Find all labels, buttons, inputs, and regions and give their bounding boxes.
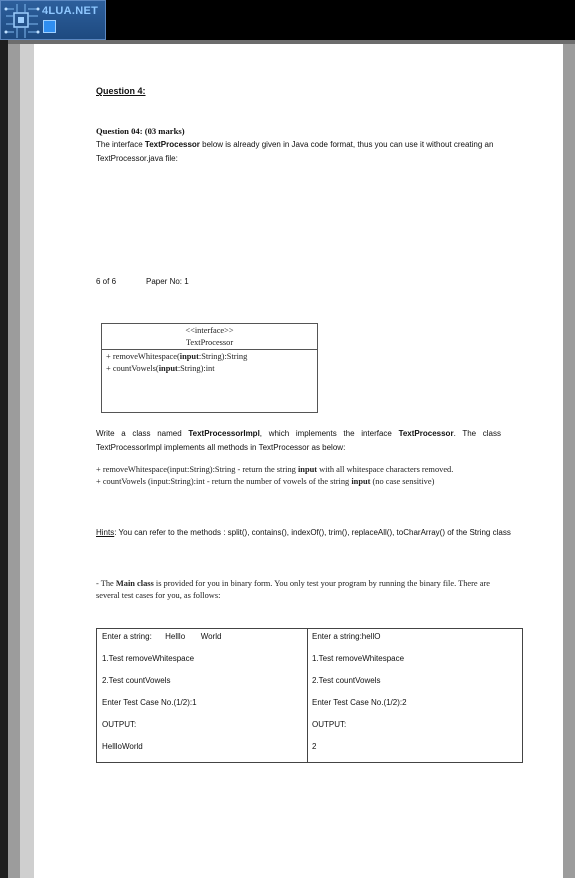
uml-stereotype: <<interface>> xyxy=(185,326,234,335)
tc-left-line: 1.Test removeWhitespace xyxy=(102,654,195,663)
hints-text: : You can refer to the methods : split(), contains(), indexOf(), trim(), replaceAll(), toCharArray() of the String class xyxy=(114,528,511,537)
uml-method-remove-whitespace xyxy=(106,351,317,363)
spec-m1-pre: + removeWhitespace(input:String):String - return the string xyxy=(96,465,298,474)
question-subheading: Question 04: (03 marks) xyxy=(96,126,185,136)
tc-left-line: OUTPUT: xyxy=(102,720,137,729)
uml-m2-pre: + countVowels( xyxy=(106,364,159,373)
uml-m2-kw: input xyxy=(158,364,178,373)
tc-left-line: Enter a string: Helllo World xyxy=(102,632,222,641)
tc-left-line: 2.Test countVowels xyxy=(102,676,171,685)
task-write-pre: Write a class named xyxy=(96,429,189,438)
question-heading: Question 4: xyxy=(96,86,146,96)
tc-left-line: HellloWorld xyxy=(102,742,143,751)
page-shadow xyxy=(20,44,34,878)
test-cases-table xyxy=(96,628,523,763)
site-logo[interactable] xyxy=(0,0,106,40)
tc-right-line: Enter a string:hellO xyxy=(312,632,381,641)
uml-header xyxy=(102,324,317,350)
spec-remove-whitespace xyxy=(96,464,516,476)
intro-paragraph xyxy=(96,138,496,166)
tc-right-line: OUTPUT: xyxy=(312,720,347,729)
tc-right-line: 2.Test countVowels xyxy=(312,676,381,685)
uml-name: TextProcessor xyxy=(185,337,234,347)
page-number: 6 of 6 xyxy=(96,277,117,286)
uml-methods xyxy=(102,350,317,375)
method-specs xyxy=(96,464,516,488)
uml-m1-kw: input xyxy=(179,352,199,361)
logo-text: 4LUA.NET xyxy=(42,5,99,17)
spec-m2-post: (no case sensitive) xyxy=(370,476,435,486)
task-description xyxy=(96,427,501,455)
tc-left-line: Enter Test Case No.(1/2):1 xyxy=(102,698,197,707)
uml-m2-post: :String):int xyxy=(177,364,215,373)
main-pre: - The xyxy=(96,579,116,588)
uml-m1-pre: + removeWhitespace( xyxy=(106,352,180,361)
spec-m1-post: with all whitespace characters removed. xyxy=(317,465,454,474)
task-class-name: TextProcessorImpl xyxy=(188,429,260,438)
paper-number: Paper No: 1 xyxy=(146,277,189,286)
spec-m1-kw: input xyxy=(297,465,318,474)
uml-interface-box xyxy=(101,323,318,413)
spec-m2-kw: input xyxy=(351,476,371,486)
tc-right-line: Enter Test Case No.(1/2):2 xyxy=(312,698,407,707)
circuit-icon xyxy=(4,4,40,38)
tc-right-line: 1.Test removeWhitespace xyxy=(312,654,405,663)
hints-label: Hints xyxy=(96,528,115,537)
task-write-mid: , which implements the interface xyxy=(259,429,399,438)
tc-right-line: 2 xyxy=(312,742,317,751)
task-write-post: . The class TextProcessorImpl implements all methods in TextProcessor as below: xyxy=(96,429,502,452)
spec-m2-pre: + countVowels (input:String):int - return the number of vowels of the string xyxy=(96,476,352,486)
intro-suffix: below is already given in Java code format, thus you can use it without creating an TextProcessor.java file: xyxy=(96,140,494,163)
uml-m1-post: :String):String xyxy=(198,352,248,361)
intro-interface-name: TextProcessor xyxy=(144,140,200,149)
uml-method-count-vowels xyxy=(106,363,317,375)
main-kw: Main class xyxy=(115,579,154,588)
spec-count-vowels xyxy=(96,476,516,488)
task-interface-name: TextProcessor xyxy=(398,429,454,438)
intro-prefix: The interface xyxy=(96,140,145,149)
logo-square-icon xyxy=(43,20,56,33)
hints-paragraph xyxy=(96,526,516,541)
main-post: is provided for you in binary form. You only test your program by running the binary file. There are several test cases for you, as follows: xyxy=(96,579,490,600)
table-divider xyxy=(307,629,308,762)
main-class-note xyxy=(96,578,506,602)
